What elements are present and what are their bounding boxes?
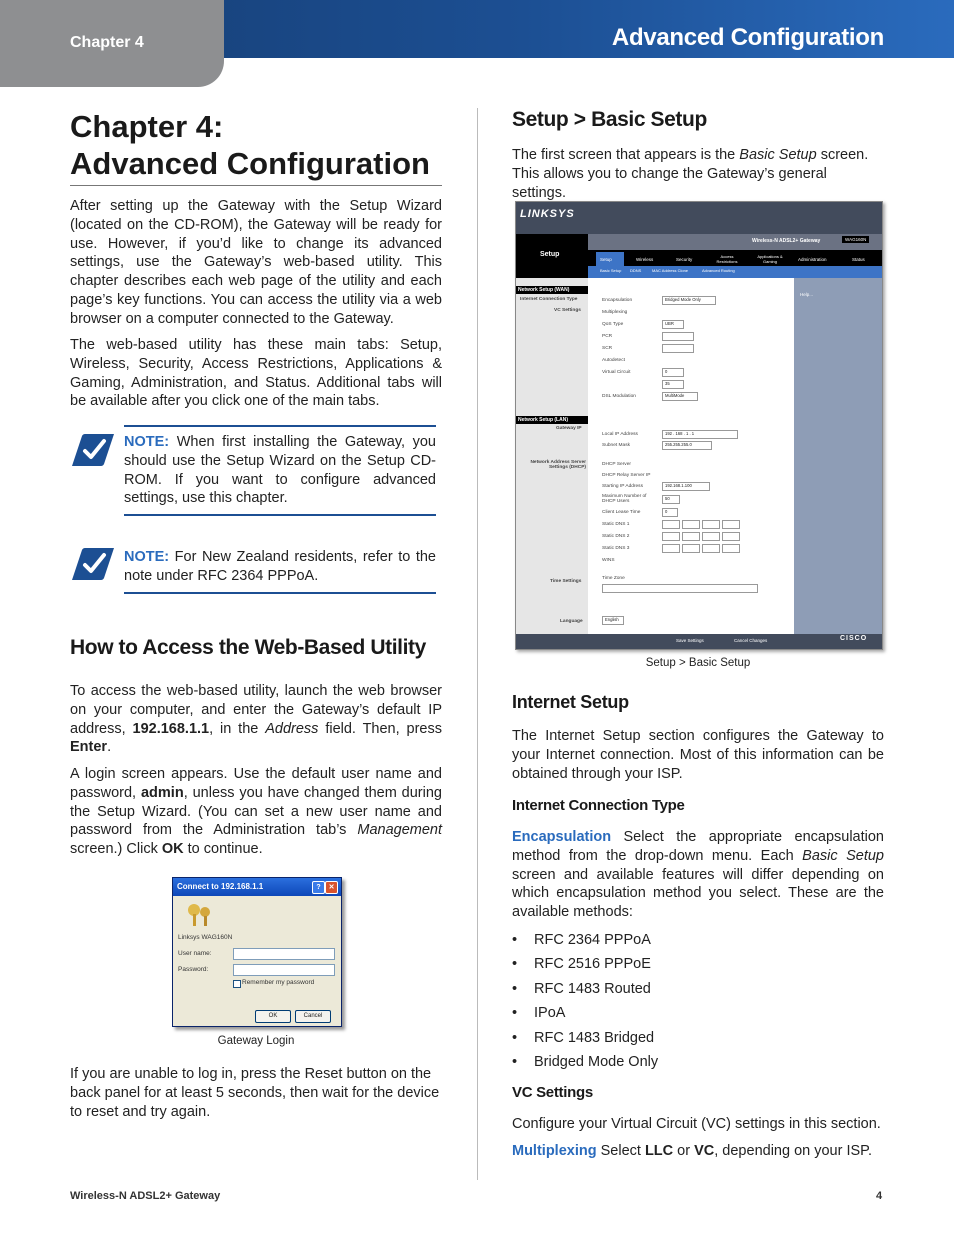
- ss-cancel-button[interactable]: Cancel Changes: [734, 638, 768, 643]
- ss-field-label: Subnet Mask: [602, 443, 630, 448]
- ss-field-label: Autodetect: [602, 358, 625, 363]
- ok-term: OK: [161, 841, 184, 858]
- access-p1-text: , in the: [209, 720, 266, 737]
- ss-field-label: Static DNS 1: [602, 522, 630, 527]
- note-2-label: NOTE:: [124, 549, 170, 565]
- page-number: 4: [876, 1190, 883, 1202]
- ss-field-label: Time Zone: [602, 576, 625, 581]
- chapter-tab-label: Chapter 4: [70, 34, 144, 51]
- ss-left-label: Language: [560, 619, 583, 624]
- ss-start-ip-value: 192.168.1.100: [665, 483, 692, 488]
- ss-field-label: PCR: [602, 334, 613, 339]
- ss-scr-input[interactable]: [662, 344, 694, 353]
- setup-caption: Setup > Basic Setup: [645, 657, 751, 669]
- ss-field-label: DSL Modulation: [602, 394, 636, 399]
- management-term: Management: [357, 822, 442, 839]
- ss-save-button[interactable]: Save Settings: [676, 638, 704, 643]
- encapsulation-label: Encapsulation: [512, 829, 612, 845]
- ss-field-label: DHCP Relay Server IP: [602, 473, 651, 478]
- cisco-logo: CISCO: [840, 635, 868, 642]
- note-2: [124, 548, 436, 586]
- ss-model: WAG160N: [842, 236, 869, 243]
- ss-dns-field[interactable]: [702, 520, 720, 529]
- ss-dsl-select[interactable]: [662, 392, 698, 401]
- llc-term: LLC: [644, 1143, 674, 1159]
- ss-field-label: Encapsulation: [602, 298, 633, 303]
- note-1-label: NOTE:: [124, 434, 170, 450]
- ss-field-label: Client Lease Time: [602, 510, 641, 515]
- help-icon: ?: [312, 881, 325, 894]
- chapter-title: [70, 108, 442, 186]
- ss-max-users-value: 50: [665, 496, 670, 501]
- ss-product-bar: [588, 234, 882, 250]
- ss-qos-value: UBR: [665, 321, 674, 326]
- access-p2-text: screen.) Click: [70, 841, 162, 858]
- ss-dns-field[interactable]: [682, 532, 700, 541]
- cancel-button[interactable]: Cancel: [295, 1010, 331, 1023]
- note-rule-bottom: [124, 592, 436, 594]
- ss-pcr-input[interactable]: [662, 332, 694, 341]
- mux-text: or: [673, 1143, 695, 1159]
- ss-ip-input[interactable]: [662, 430, 738, 439]
- setup-paragraph: [512, 146, 884, 202]
- ss-vci-value: 35: [665, 381, 670, 386]
- ss-encap-value: Bridged Mode Only: [665, 297, 701, 302]
- username-label: User name:: [178, 950, 212, 957]
- note-1: [124, 433, 436, 508]
- access-p2-text: A login screen appears. Use the default user name and password,: [70, 766, 442, 801]
- multiplexing-label: Multiplexing: [512, 1143, 597, 1159]
- basic-setup-screenshot: [515, 201, 883, 650]
- chapter-title-line1: Chapter 4:: [70, 109, 224, 144]
- access-paragraph-2: [70, 765, 442, 859]
- ss-field-label: Static DNS 2: [602, 534, 630, 539]
- ss-left-label: VC Settings: [554, 308, 581, 313]
- ss-wan-header: Network Setup (WAN): [516, 286, 588, 294]
- ss-dns-field[interactable]: [682, 520, 700, 529]
- ss-product-name: Wireless-N ADSL2+ Gateway: [752, 238, 821, 244]
- ss-dns-field[interactable]: [722, 544, 740, 553]
- login-titlebar: [173, 878, 341, 896]
- ss-dsl-value: MultiMode: [665, 393, 685, 398]
- ss-field-label: Multiplexing: [602, 310, 628, 315]
- ss-tab-admin[interactable]: Administration: [798, 257, 827, 262]
- remember-label: Remember my password: [242, 979, 315, 986]
- access-paragraph-1: [70, 682, 442, 757]
- ss-dns-field[interactable]: [722, 520, 740, 529]
- ss-lease-input[interactable]: [662, 508, 678, 517]
- list-item: • IPoA: [512, 1005, 884, 1029]
- ss-left-label: Internet Connection Type: [520, 297, 578, 302]
- ss-field-label: SCR: [602, 346, 613, 351]
- ss-tab-security[interactable]: Security: [676, 257, 693, 262]
- note-rule-top: [124, 425, 436, 427]
- ss-dns-field[interactable]: [702, 532, 720, 541]
- ss-mask-value: 255.255.255.0: [665, 442, 692, 447]
- access-heading: How to Access the Web-Based Utility: [70, 636, 426, 659]
- ss-lan-header: Network Setup (LAN): [516, 416, 588, 424]
- vc-term: VC: [694, 1143, 715, 1159]
- access-p1-text: .: [107, 739, 112, 756]
- setup-heading: Setup > Basic Setup: [512, 108, 707, 131]
- access-p2-text: to continue.: [183, 841, 263, 858]
- ss-subtab-routing[interactable]: Advanced Routing: [702, 268, 735, 273]
- ss-language-value: English: [605, 617, 619, 622]
- column-divider: [477, 108, 478, 1180]
- ss-lease-value: 0: [665, 509, 668, 514]
- ss-dns-field[interactable]: [702, 544, 720, 553]
- ss-vci-input[interactable]: [662, 380, 684, 389]
- ss-dns-field[interactable]: [682, 544, 700, 553]
- ss-left-label: Time Settings: [550, 579, 582, 584]
- chapter-title-line2: Advanced Configuration: [70, 146, 430, 181]
- ss-dns-field[interactable]: [662, 520, 680, 529]
- login-realm: Linksys WAG160N: [178, 934, 233, 941]
- encap-text: Select the appropriate encapsulation method from the drop-down menu. Each: [512, 829, 884, 864]
- ss-tab-apps[interactable]: Applications & Gaming: [757, 254, 783, 264]
- ss-ip-value: 192 . 168 . 1 . 1: [665, 431, 695, 436]
- ss-section-label: Setup: [540, 251, 560, 258]
- enter-key-term: Enter: [70, 739, 108, 756]
- methods-list: [512, 932, 884, 1078]
- checkmark-note-icon: [70, 432, 116, 468]
- password-input[interactable]: [233, 964, 335, 976]
- connection-type-heading: Internet Connection Type: [512, 797, 685, 814]
- intro-paragraph-2: The web-based utility has these main tabs: Setup, Wireless, Security, Access Restrictions, Applications & Gaming, Administration, and Status. Additional tabs will be available after you click one of the main tabs.: [70, 337, 442, 410]
- setup-p-text: The first screen that appears is the: [512, 147, 740, 163]
- ss-dns-field[interactable]: [722, 532, 740, 541]
- encapsulation-paragraph: [512, 828, 884, 922]
- ss-tab-wireless[interactable]: Wireless: [636, 257, 654, 262]
- access-p1-text: field. Then, press: [318, 720, 442, 737]
- ss-field-label: DHCP Server: [602, 462, 631, 467]
- ss-field-label: Local IP Address: [602, 432, 638, 437]
- ss-qos-select[interactable]: [662, 320, 684, 329]
- gateway-login-screenshot: [172, 877, 342, 1027]
- ss-subtab-mac[interactable]: MAC Address Clone: [652, 268, 689, 273]
- vc-paragraph: Configure your Virtual Circuit (VC) settings in this section.: [512, 1116, 881, 1132]
- internet-setup-paragraph: The Internet Setup section configures the Gateway to your Internet connection. Most of this information can be obtained through your ISP.: [512, 728, 884, 782]
- basic-setup-term: Basic Setup: [739, 147, 817, 163]
- note-rule-mid: [124, 514, 436, 516]
- note-1-text: When first installing the Gateway, you should use the Setup Wizard on the Setup CD-ROM. If you want to configure advanced settings, use this chapter.: [124, 434, 436, 507]
- username-input[interactable]: [233, 948, 335, 960]
- admin-term: admin: [140, 784, 184, 801]
- close-icon: ✕: [325, 881, 338, 894]
- ss-mask-select[interactable]: [662, 441, 712, 450]
- list-item: • RFC 2364 PPPoA: [512, 932, 884, 956]
- section-title: Advanced Configuration: [611, 24, 884, 51]
- ss-tab-access[interactable]: Access Restrictions: [716, 254, 738, 264]
- vc-settings-heading: VC Settings: [512, 1084, 593, 1101]
- address-field-term: Address: [265, 720, 319, 737]
- ss-subtab-basic[interactable]: Basic Setup: [600, 268, 622, 273]
- list-item: • Bridged Mode Only: [512, 1054, 884, 1078]
- ss-help-pane: [794, 278, 882, 634]
- ss-tab-status[interactable]: Status: [852, 257, 865, 262]
- ss-left-label: Gateway IP: [556, 426, 582, 431]
- access-p2-text: , unless you have changed them during the Setup Wizard. (You can set a new user name and password from the Administration tab’s: [70, 784, 442, 839]
- list-item: • RFC 2516 PPPoE: [512, 956, 884, 980]
- ss-help-link[interactable]: Help...: [800, 292, 814, 297]
- intro-paragraph-1: After setting up the Gateway with the Setup Wizard (located on the CD-ROM), the Gateway will be ready for use. However, if you’d like to change its advanced settings, use the Gateway’s web-based utility. This chapter describes each web page of the utility and each page’s key functions. You can access the utility via a web browser on a computer connected to the Gateway.: [70, 198, 442, 327]
- login-caption: Gateway Login: [217, 1035, 295, 1047]
- ok-button[interactable]: OK: [255, 1010, 291, 1023]
- ss-max-users-input[interactable]: [662, 495, 680, 504]
- ss-timezone-select[interactable]: [602, 584, 758, 593]
- access-paragraph-3: If you are unable to log in, press the Reset button on the back panel for at least 5 seconds, then wait for the device to reset and try again.: [70, 1066, 440, 1120]
- mux-text: , depending on your ISP.: [714, 1143, 872, 1159]
- internet-setup-heading: Internet Setup: [512, 692, 629, 712]
- ss-language-select[interactable]: [602, 616, 624, 625]
- footer-product: Wireless-N ADSL2+ Gateway: [70, 1190, 221, 1202]
- list-item: • RFC 1483 Bridged: [512, 1030, 884, 1054]
- ss-field-label: Starting IP Address: [602, 484, 643, 489]
- ss-start-ip-input[interactable]: [662, 482, 710, 491]
- remember-checkbox[interactable]: [233, 980, 241, 988]
- encap-text: screen and available features will differ depending on which encapsulation method you select. These are the available methods:: [512, 866, 884, 921]
- ss-field-label: Static DNS 3: [602, 546, 630, 551]
- ss-field-label: Virtual Circuit: [602, 370, 631, 375]
- ss-encap-select[interactable]: [662, 296, 716, 305]
- list-item: • RFC 1483 Routed: [512, 981, 884, 1005]
- keys-icon: [185, 902, 215, 928]
- ss-vpi-value: 0: [665, 369, 668, 374]
- checkmark-note-icon: [70, 546, 116, 582]
- setup-p-text: screen. This allows you to change the Gateway’s general settings.: [512, 147, 869, 201]
- basic-setup-term: Basic Setup: [802, 847, 884, 864]
- access-p1-text: To access the web-based utility, launch the web browser on your computer, and enter the Gateway’s default IP address,: [70, 683, 442, 737]
- ss-field-label: QoS Type: [602, 322, 624, 327]
- ss-dns-field[interactable]: [662, 532, 680, 541]
- ss-tab-setup[interactable]: Setup: [600, 257, 612, 262]
- login-title: Connect to 192.168.1.1: [177, 882, 264, 891]
- ss-vpi-input[interactable]: [662, 368, 684, 377]
- note-2-text: For New Zealand residents, refer to the note under RFC 2364 PPPoA.: [124, 549, 436, 584]
- multiplexing-paragraph: [512, 1142, 884, 1161]
- ss-field-label: WINS: [602, 558, 615, 563]
- mux-text: Select: [596, 1143, 645, 1159]
- default-ip: 192.168.1.1: [132, 720, 210, 737]
- linksys-logo: LINKSYS: [520, 208, 575, 220]
- ss-subtab-ddns[interactable]: DDNS: [630, 268, 642, 273]
- ss-dns-field[interactable]: [662, 544, 680, 553]
- ss-left-label: Network Address Server Settings (DHCP): [530, 460, 586, 470]
- ss-field-label: Maximum Number of DHCP Users: [602, 494, 647, 504]
- password-label: Password:: [178, 966, 209, 973]
